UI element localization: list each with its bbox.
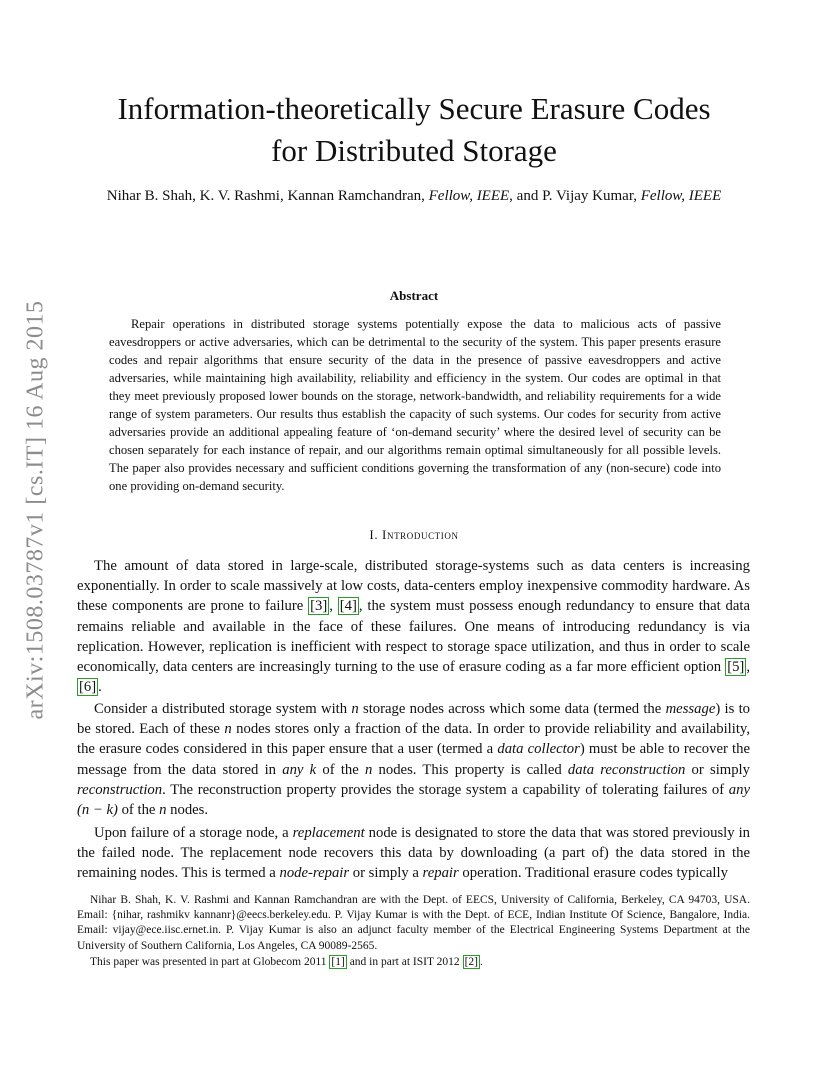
intro-paragraph-3	[77, 823, 750, 884]
abstract-heading: Abstract	[389, 288, 439, 303]
text-run: or simply a	[349, 865, 423, 882]
author-fellow-2: Fellow, IEEE	[640, 188, 722, 204]
section-heading-introduction	[80, 527, 748, 543]
emphasis: any	[282, 761, 304, 778]
text-run: or simply	[685, 761, 750, 778]
math-variable: n	[364, 761, 373, 778]
footnotes	[77, 893, 750, 970]
emphasis: repair	[422, 865, 459, 882]
citation-link[interactable]: [5]	[727, 659, 745, 676]
text-run: Upon failure of a storage node, a	[94, 825, 293, 841]
text-run: The amount of data stored in large-scale, distributed storage-systems such as data centers is increasing exponentially. In order to scale massively at low costs, data-centers employ inexpensive commodity hardware. As these components are prone to failure	[77, 558, 750, 615]
citation-link[interactable]: [6]	[79, 679, 97, 696]
citation-link[interactable]: [3]	[310, 598, 328, 615]
text-run: This paper was presented in part at Globecom 2011	[90, 955, 330, 968]
citation-link[interactable]: [2]	[464, 955, 478, 968]
citation-link[interactable]: [1]	[331, 955, 345, 968]
author-names: Nihar B. Shah, K. V. Rashmi, Kannan Ramchandran,	[106, 188, 429, 204]
author-fellow-1: Fellow, IEEE	[428, 188, 510, 204]
emphasis: reconstruction	[77, 781, 163, 798]
text-run: .	[479, 955, 483, 968]
text-run: of the	[316, 761, 365, 778]
paper-title	[70, 88, 758, 172]
emphasis: replacement	[292, 825, 365, 841]
math-variable: n	[351, 701, 359, 717]
text-run: ) must be able to recover the message from the data stored in	[77, 741, 750, 778]
text-run: ,	[329, 598, 338, 615]
math-variable: n	[159, 802, 167, 819]
math-expression: (n − k)	[77, 802, 118, 819]
citation-link[interactable]: [4]	[339, 598, 357, 615]
text-run: storage nodes across which some data (termed the	[358, 701, 666, 717]
abstract-text: Repair operations in distributed storage systems potentially expose the data to malicious acts of passive eavesdroppers or active adversaries, which can be detrimental to the security of the system. This paper presents erasure codes and repair algorithms that ensure security of the data in the presence of passive eavesdroppers and active adversaries, while maintaining high availability, reliability and efficiency in the system. Our codes are optimal in that they meet previously proposed lower bounds on the storage, network-bandwidth, and reliability requirements for a wide range of system parameters. Our results thus establish the capacity of such systems. Our codes for security from active adversaries provide an additional appealing feature of ‘on-demand security’ where the desired level of security can be chosen separately for each instance of repair, and our algorithms remain optimal simultaneously for all possible levels. The paper also provides necessary and sufficient conditions governing the transformation of any (non-secure) code into one providing on-demand security.	[109, 317, 721, 493]
text-run: ) is to be stored. Each of these	[77, 701, 751, 738]
intro-paragraph-1	[77, 556, 750, 697]
title-line-2: for Distributed Storage	[271, 133, 557, 168]
title-line-1: Information-theoretically Secure Erasure Codes	[117, 91, 711, 126]
text-run: , the system must possess enough redundancy to ensure that data remains reliable and available in the face of these failures. One means of introducing redundancy is via replication. However, replication is inefficient with respect to storage space utilization, and thus in order to scale economically, data centers are increasingly turning to the use of erasure coding as a far more efficient option	[77, 598, 751, 676]
text-run: of the	[117, 802, 160, 819]
emphasis: node-repair	[279, 865, 350, 882]
intro-paragraph-2	[77, 699, 750, 820]
text-run: and in part at ISIT 2012	[346, 955, 463, 968]
author-and: , and P. Vijay Kumar,	[509, 188, 641, 204]
section-title: Introduction	[382, 527, 459, 542]
text-run: nodes. This property is called	[372, 761, 568, 778]
math-variable: n	[224, 721, 232, 738]
text-run: Consider a distributed storage system with	[94, 701, 352, 717]
text-run: ,	[746, 659, 750, 676]
arxiv-stamp: arXiv:1508.03787v1 [cs.IT] 16 Aug 2015	[22, 300, 49, 720]
footnote-affiliations: Nihar B. Shah, K. V. Rashmi and Kannan Ramchandran are with the Dept. of EECS, University of California, Berkeley, CA 94703, USA. Email: {nihar, rashmikv kannanr}@eecs.berkeley.edu. P. Vijay Kumar is with the Dept. of ECE, Indian Institute Of Science, Bangalore, India. Email: vijay@ece.iisc.ernet.in. P. Vijay Kumar is also an adjunct faculty member of the Electrical Engineering Systems Department at the University of Southern California, Los Angeles, CA 90089-2565.	[77, 894, 750, 952]
text-run: nodes stores only a fraction of the data. In order to provide reliability and availability, the erasure codes considered in this paper ensure that a user (termed a	[77, 721, 750, 758]
text-run: nodes.	[166, 802, 209, 819]
text-run: operation. Traditional erasure codes typically	[458, 865, 728, 882]
math-variable: k	[303, 761, 317, 778]
emphasis: data collector	[497, 741, 580, 758]
section-number: I.	[369, 527, 383, 542]
footnote-presentation	[77, 955, 750, 970]
text-run: node is designated to store the data that was stored previously in the failed node. The replacement node recovers this data by downloading (a part of) the data stored in the remaining nodes. This is termed a	[77, 825, 750, 882]
emphasis: data reconstruction	[567, 761, 686, 778]
emphasis: message	[665, 701, 716, 717]
text-run: . The reconstruction property provides the storage system a capability of tolerating failures of	[162, 781, 729, 798]
emphasis: any	[728, 781, 750, 798]
author-list	[80, 186, 748, 206]
text-run: .	[98, 679, 102, 696]
